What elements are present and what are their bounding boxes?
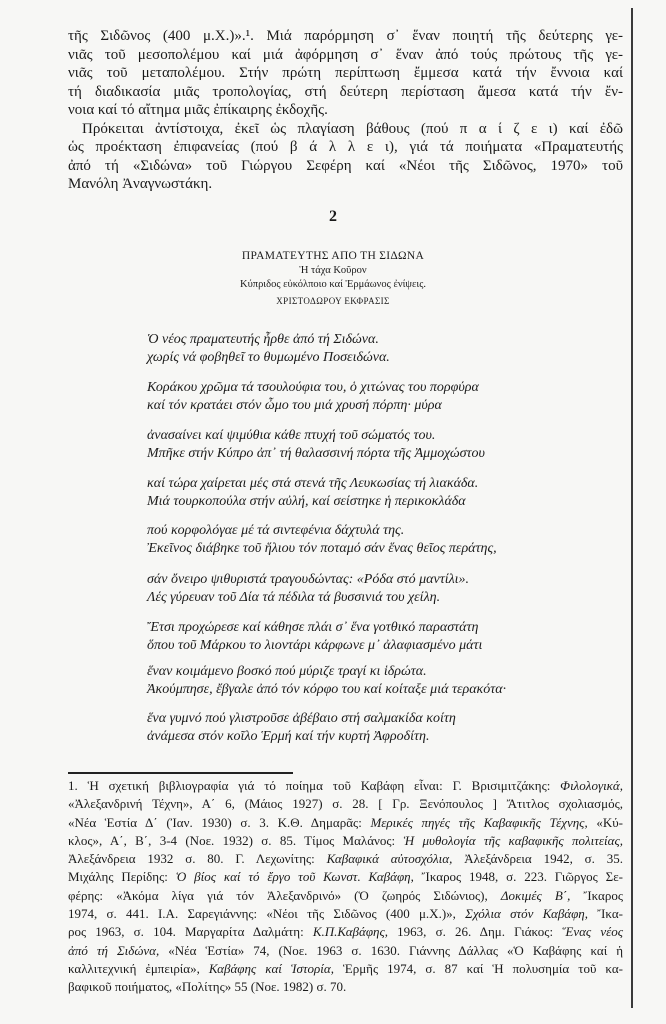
intro-paragraph-1 xyxy=(68,27,623,194)
poem-line: χωρίς νά φοβηθεῖ το θυμωμένο Ποσειδώνα. xyxy=(147,349,390,365)
poem-title: ΠΡΑΜΑΤΕΥΤΗΣ ΑΠΟ ΤΗ ΣΙΔΩΝΑ xyxy=(241,250,425,262)
footnote-title-italic: Ἕνας νέος xyxy=(562,924,624,940)
text-line: τῆς Σιδῶνος (400 μ.Χ.)».¹. Μιά παρόρμηση σ᾽ ἕναν ποιητή τῆς δεύτερης γε- xyxy=(68,28,623,44)
footnote-text: «Νέα Ἑστία» 74, (Νοε. 1963 σ. 1630. Γιάννης Δάλλας «Ὁ Καβάφης καί ἡ xyxy=(159,942,624,958)
poem-line: Ὁ νέος πραματευτής ἦρθε ἀπό τή Σιδώνα. xyxy=(147,332,379,347)
footnote-title-italic: Ἡ μυθολογία τῆς καβαφικῆς πολιτείας, xyxy=(403,832,623,848)
footnote-text: κλος», Α΄, Β΄, 3-4 (Νοε. 1932) σ. 85. Τίμος Μαλάνος: xyxy=(68,832,404,848)
footnote-text: «Κύ- xyxy=(587,814,623,830)
footnote-title-italic: Καβαφικά αὐτοσχόλια, xyxy=(326,851,453,867)
footnote-divider xyxy=(68,772,293,774)
footnote-line xyxy=(68,868,623,886)
footnote-title-italic: Μερικές πηγές τῆς Καβαφικῆς Τέχνης, xyxy=(370,814,588,830)
footnote-line xyxy=(68,942,623,960)
footnote-title-italic: Σχόλια στόν Καβάφη, xyxy=(465,906,589,922)
poem-line: ἀνασαίνει καί ψιμύθια κάθε πτυχή τοῦ σώματός του. xyxy=(147,428,436,443)
poem-line: Μπῆκε στήν Κύπρο ἀπ᾽ τή θαλασσινή πόρτα τῆς Ἀμμοχώστου xyxy=(147,445,485,461)
footnote-line xyxy=(68,814,623,832)
footnote-text: Ἴκαρος xyxy=(570,887,623,903)
poem-line: Μιά τουρκοπούλα στήν αὐλή, καί σείστηκε ἡ περικοκλάδα xyxy=(147,493,466,509)
footnote-text: φέρης: «Ἀκόμα λίγα γιά τόν Ἀλεξανδρινό» (Ὁ ζωηρός Σιδώνιος), xyxy=(68,887,501,903)
text-line: ἀπό τή «Σιδώνα» τοῦ Γιώργου Σεφέρη καί «Νέοι τῆς Σιδῶνος, 1970» τοῦ xyxy=(68,157,623,174)
footnote-text: 1. Ἡ σχετική βιβλιογραφία γιά τό ποίημα τοῦ Καβάφη εἶναι: Γ. Βρισιμιτζάκης: xyxy=(68,778,561,793)
footnote-text: 1963, σ. 26. Δημ. Γιάκος: xyxy=(388,924,563,940)
footnote-line xyxy=(68,905,623,923)
text-line: τή διαδικασία μιᾶς τροπολογίας, στή δεύτερη περίσταση ἄμεσα κατά τήν ἔν- xyxy=(68,83,623,100)
epigraph-line: Κύπριδος εὐκόλποιο καί Ἑρμάωνος ἐνίψεις. xyxy=(239,279,427,290)
footnote-text: Ἴκα- xyxy=(588,906,623,922)
footnote-line xyxy=(68,832,623,850)
footnote-text: «Ἀλεξανδρινή Τέχνη», Α΄ 6, (Μάιος 1927) σ. 28. [ Γρ. Ξενόπουλος ] Ἄτιτλος σχολιασμός, xyxy=(68,796,623,812)
poem-line: καί τόν κρατάει στόν ὦμο του μιά χρυσή πόρπη· μύρα xyxy=(147,397,442,413)
footnote-title-italic: Καβάφης καί Ἱστορία, xyxy=(208,960,334,976)
footnote-text: Μιχάλης Περίδης: xyxy=(68,869,176,885)
footnote-title-italic: Ὁ βίος καί τό ἔργο τοῦ Κωνστ. Καβάφη, xyxy=(175,869,414,885)
footnote-line xyxy=(68,960,623,978)
footnote-line xyxy=(68,795,623,813)
footnote xyxy=(68,777,623,997)
footnote-text: βαφικοῦ ποιήματος, «Πολίτης» 55 (Νοε. 1982) σ. 70. xyxy=(68,979,347,995)
poem-line: πού κορφολόγαε μέ τά σιντεφένια δάχτυλά της. xyxy=(147,523,405,538)
poem-line: σάν ὄνειρο ψιθυριστά τραγουδώντας: «Ρόδα στό μαντίλι». xyxy=(147,572,470,587)
footnote-text: Ἀλεξάνδρεια 1932 σ. 80. Γ. Λεχωνίτης: xyxy=(68,851,327,867)
epigraph-line: Ἡ τάχα Κοῦρον xyxy=(299,265,367,276)
footnote-text: «Νέα Ἑστία Δ΄ (Ἰαν. 1930) σ. 3. Κ.Θ. Δημαρᾶς: xyxy=(68,814,371,830)
text-line: νιᾶς τοῦ μεταπολέμου. Στήν πρώτη περίπτωση ἔμμεσα κατά τήν ἔννοια καί xyxy=(68,65,623,81)
footnote-line xyxy=(68,887,623,905)
footnote-text: 1974, σ. 441. Ι.Α. Σαρεγιάννης: «Νέοι τῆς Σιδῶνος (400 μ.Χ.)», xyxy=(68,906,466,922)
poem-line: Ἔτσι προχώρεσε καί κάθησε πλάι σ᾽ ἕνα γοτθικό παραστάτη xyxy=(147,620,479,635)
poem-line: καί τώρα χαίρεται μές στά στενά τῆς Λευκωσίας τή λιακάδα. xyxy=(147,476,479,491)
epigraph xyxy=(0,264,666,292)
footnote-title-italic: Κ.Π.Καβάφης, xyxy=(312,924,389,940)
footnote-title-italic: ἀπό τή Σιδώνα, xyxy=(68,942,160,958)
text-line: Πρόκειται ἀντίστοιχα, ἐκεῖ ὡς πλαγίαση βάθους (πού π α ί ζ ε ι) καί ἐδῶ xyxy=(82,120,623,137)
poem-line: ἀνάμεσα στόν κοῖλο Ἑρμή καί τήν κυρτή Ἀφροδίτη. xyxy=(147,728,430,744)
footnote-line xyxy=(68,850,623,868)
text-line: νοια καί τό αἴτημα μιᾶς ἐπίκαιρης ἐκδοχῆς. xyxy=(68,102,328,118)
poem-line: Κοράκου χρῶμα τά τσουλούφια του, ὁ χιτώνας του πορφύρα xyxy=(147,380,479,395)
footnote-line xyxy=(68,777,623,795)
section-number: 2 xyxy=(329,208,337,225)
text-line: νιᾶς τοῦ μεσοπολέμου καί μιά ἀφόρμηση σ᾽ ἕναν ἀπό τούς πρώτους τῆς γε- xyxy=(68,46,623,63)
footnote-text: Ἀλεξάνδρεια 1942, σ. 35. xyxy=(452,851,624,867)
footnote-title-italic: Φιλολογικά, xyxy=(560,778,623,793)
poem-line: ὅπου τοῦ Μάρκου το λιοντάρι κάρφωνε μ᾽ ἀλαφιασμένο μάτι xyxy=(147,637,483,653)
footnote-text: καλλιτεχνική ἐμπειρία», xyxy=(68,960,209,976)
footnote-text: ρος 1963, σ. 104. Μαργαρίτα Δαλμάτη: xyxy=(68,924,313,940)
poem-line: Λές γύρευαν τοῦ Δία τά πέδιλα τά βυσσινιά του χείλη. xyxy=(147,589,441,605)
footnote-line xyxy=(68,923,623,941)
footnote-text: Ἑρμῆς 1974, σ. 87 καί Ἡ πολυσημία τοῦ κα- xyxy=(333,960,623,976)
poem-line: Ἀκούμπησε, ἔβγαλε ἀπό τόν κόρφο του καί κοίταξε μιά τερακότα· xyxy=(147,681,507,697)
poem-line: Ἐκεῖνος διάβηκε τοῦ ἥλιου τόν ποταμό σάν ἕνας θεῖος περάτης, xyxy=(147,540,497,556)
scan-edge-line xyxy=(631,8,633,1008)
poem-line: ἕνα γυμνό πού γλιστροῦσε ἀβέβαιο στή σαλμακίδα κοίτη xyxy=(147,711,456,726)
footnote-line xyxy=(68,978,623,996)
text-line: ὡς προέκταση ἐπιφανείας (πού β ά λ λ ε ι), γιά τά ποιήματα «Πραματευτής xyxy=(68,139,623,155)
epigraph-source: ΧΡΙΣΤΟΔΩΡΟΥ ΕΚΦΡΑΣΙΣ xyxy=(276,296,390,306)
poem-line: ἕναν κοιμάμενο βοσκό πού μύριζε τραγί κι ἱδρώτα. xyxy=(147,664,427,679)
text-line: Μανόλη Ἀναγνωστάκη. xyxy=(68,176,213,192)
footnote-text: Ἴκαρος 1948, σ. 223. Γιῶργος Σε- xyxy=(413,869,623,885)
footnote-title-italic: Δοκιμές Β΄, xyxy=(500,887,571,903)
